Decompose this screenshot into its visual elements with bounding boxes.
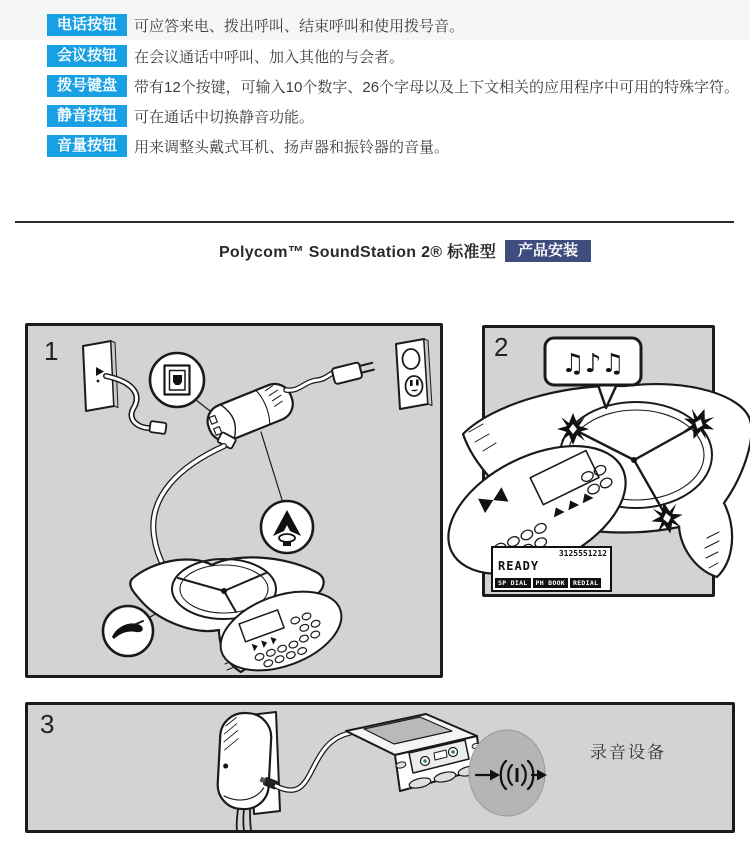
console-connector-icon [261,501,313,553]
mute-button-desc: 可在通话中切换静音功能。 [134,108,315,126]
cassette-recorder [346,714,481,791]
step-2-number: 2 [494,332,509,362]
conference-button-badge: 会议按钮 [47,45,127,67]
dial-keypad-desc: 带有12个按键，可输入10个数字、26个字母以及上下文相关的应用程序中可用的特殊字符。 [134,78,740,96]
softkey-sp-dial: SP DIAL [495,578,531,588]
section-header [0,239,750,262]
softkey-row [495,578,603,588]
install-section-badge: 产品安装 [505,240,591,262]
install-step-3-panel [25,702,735,833]
audio-cable [276,733,350,790]
install-step-2-panel [482,325,715,597]
recording-icon [469,730,547,816]
feature-row-mute [47,105,314,127]
dialed-number: 3125551212 [558,549,607,558]
power-plug [332,359,376,384]
step-3-number: 3 [40,709,55,739]
recording-device-label: 录音设备 [590,743,666,762]
conference-phone [130,557,352,685]
phone-button-badge: 电话按钮 [47,14,127,36]
feature-row-conference [47,45,404,67]
step-3-diagram [28,705,732,830]
mute-button-badge: 静音按钮 [47,105,127,127]
lcd-display-mock [491,546,612,592]
volume-button-badge: 音量按钮 [47,135,127,157]
section-divider [15,221,734,223]
power-cord [286,372,335,390]
display-status: READY [498,559,540,573]
product-title: Polycom™ SoundStation 2® 标准型 [218,244,497,261]
cable-connector-icon [103,606,153,656]
step-1-diagram [28,326,440,675]
dial-keypad-badge: 拨号键盘 [47,75,127,97]
power-outlet [396,339,432,409]
softkey-redial: REDIAL [570,578,601,588]
step-1-number: 1 [44,336,59,366]
wall-bracket-module [216,712,280,830]
feature-row-phone [47,14,464,36]
phone-jack-icon [150,353,204,407]
install-step-1-panel [25,323,443,678]
conference-button-desc: 在会议通话中呼叫、加入其他的与会者。 [134,48,405,66]
feature-row-volume [47,135,449,157]
softkey-ph-book: PH BOOK [533,578,569,588]
led-starburst [557,413,589,445]
volume-button-desc: 用来调整头戴式耳机、扬声器和振铃器的音量。 [134,138,450,156]
music-notes: ♫♪♫ [561,349,625,379]
feature-row-keypad [47,75,739,97]
phone-button-desc: 可应答来电、拨出呼叫、结束呼叫和使用拨号音。 [134,17,465,35]
